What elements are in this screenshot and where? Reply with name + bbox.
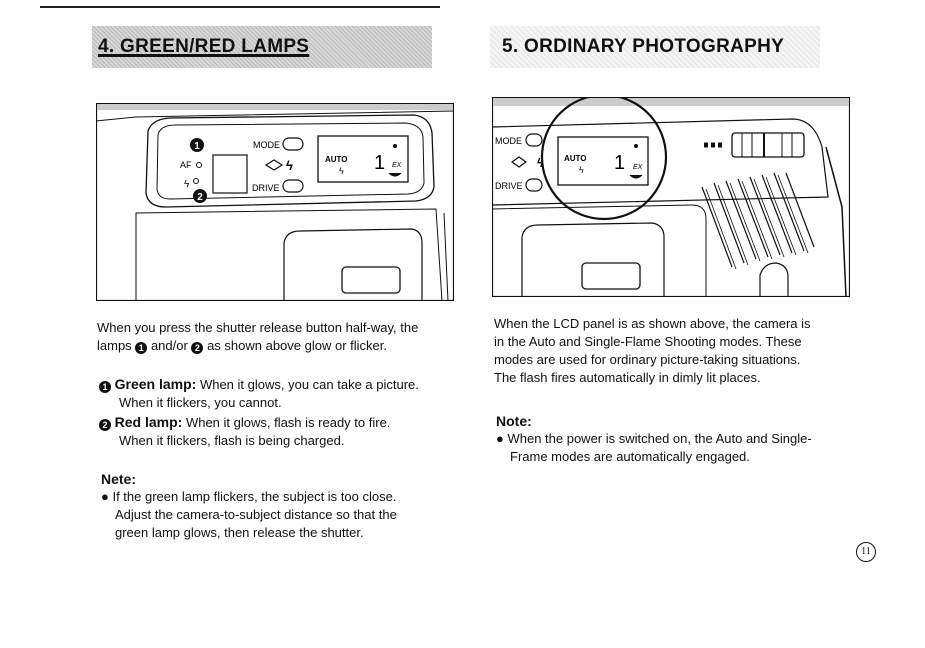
note-line-1: ● When the power is switched on, the Auto and Single-: [496, 431, 812, 446]
intro-line-1: When you press the shutter release button half-way, the: [97, 320, 419, 335]
lcd-counter: 1: [374, 152, 386, 174]
intro-paragraph: [97, 319, 477, 355]
flash-symbol: ϟ: [537, 156, 544, 170]
note-line-2: Frame modes are automatically engaged.: [510, 449, 750, 464]
red-lamp-text-2: When it flickers, flash is being charged.: [119, 433, 345, 448]
intro-line-2: [97, 337, 477, 355]
heading-text: 4. GREEN/RED LAMPS: [98, 36, 310, 57]
intro-text-b: and/or: [150, 338, 188, 353]
lcd-ex: EX: [392, 162, 402, 169]
note-title: Nete:: [101, 471, 137, 487]
green-lamp-text-2: When it flickers, you cannot.: [119, 395, 282, 410]
lamp-1-inline-marker: 1: [135, 342, 147, 354]
right-note: [496, 412, 876, 466]
note-line-2: Adjust the camera-to-subject distance so that the: [115, 507, 397, 522]
note-line-3: green lamp glows, then release the shutter.: [115, 525, 364, 540]
note-text-1: If the green lamp flickers, the subject is too close.: [112, 489, 397, 504]
section-heading-ordinary-photography: [490, 26, 820, 68]
mode-label: MODE: [495, 136, 522, 146]
lamp-1-number: 1: [194, 141, 200, 152]
right-body-paragraph: [494, 315, 874, 387]
lcd-flash: ϟ: [339, 166, 344, 176]
body-line-3: modes are used for ordinary picture-taking situations.: [494, 352, 801, 367]
body-line-4: The flash fires automatically in dimly lit places.: [494, 370, 761, 385]
red-lamp-line-1: [99, 413, 479, 432]
lcd-flash: ϟ: [579, 165, 584, 175]
note-line-1: ● If the green lamp flickers, the subject is too close.: [101, 489, 397, 504]
top-rule: [40, 6, 440, 8]
drive-label: DRIVE: [495, 181, 523, 191]
intro-text-a: lamps: [97, 338, 132, 353]
left-note: [101, 470, 481, 542]
mode-label: MODE: [253, 140, 280, 150]
red-lamp-text-1: When it glows, flash is ready to fire.: [185, 415, 391, 430]
green-lamp-text-1: When it glows, you can take a picture.: [199, 377, 419, 392]
flash-symbol: ϟ: [286, 158, 293, 173]
lcd-auto: AUTO: [564, 154, 587, 163]
lcd-ex: EX: [633, 164, 643, 171]
body-line-1: When the LCD panel is as shown above, the camera is: [494, 316, 811, 331]
page-number: 11: [856, 542, 876, 562]
drive-label: DRIVE: [252, 183, 280, 193]
camera-back-illustration-lcd: [492, 97, 850, 297]
note-title: Note:: [496, 413, 532, 429]
heading-text: 5. ORDINARY PHOTOGRAPHY: [502, 36, 785, 57]
green-lamp-title: Green lamp:: [114, 376, 197, 392]
lamp-2-number: 2: [197, 192, 203, 203]
lamp-1-marker: 1: [99, 381, 111, 393]
lcd-auto: AUTO: [325, 155, 348, 164]
section-heading-green-red-lamps: [92, 26, 432, 68]
lamp-2-inline-marker: 2: [191, 342, 203, 354]
lcd-counter: 1: [614, 152, 626, 174]
body-line-2: in the Auto and Single-Flame Shooting modes. These: [494, 334, 802, 349]
green-lamp-line-1: [99, 375, 479, 394]
flash-lamp-label: ϟ: [184, 179, 190, 190]
green-lamp-description: [99, 375, 479, 412]
red-lamp-description: [99, 413, 479, 450]
camera-back-illustration-lamps: [96, 103, 454, 301]
lamp-2-marker: 2: [99, 419, 111, 431]
red-lamp-title: Red lamp:: [114, 414, 183, 430]
intro-text-c: as shown above glow or flicker.: [207, 338, 387, 353]
af-label: AF: [180, 160, 192, 170]
note-text-1: When the power is switched on, the Auto and Single-: [507, 431, 812, 446]
